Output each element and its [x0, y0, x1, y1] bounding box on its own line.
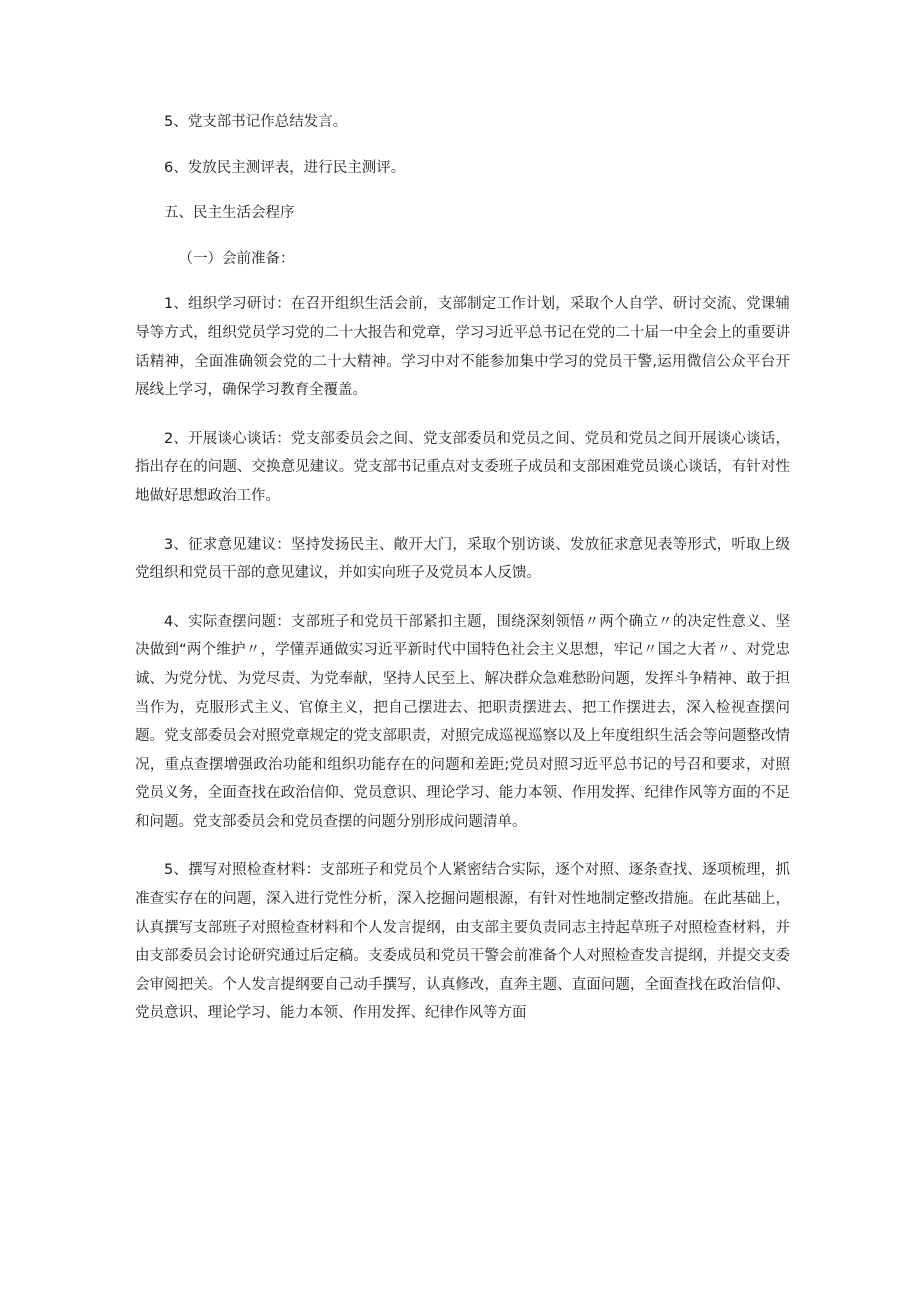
paragraph-step-3: 3、征求意见建议：坚持发扬民主、敞开大门，采取个别访谈、发放征求意见表等形式，听取上级党组织和党员干部的意见建议，并如实向班子及党员本人反馈。	[135, 536, 790, 582]
paragraph-step-1: 1、组织学习研讨：在召开组织生活会前，支部制定工作计划，采取个人自学、研讨交流、党课辅导等方式，组织党员学习党的二十大报告和党章，学习习近平总书记在党的二十届一中全会上的重要讲话精神，全面准确领会党的二十大精神。学习中对不能参加集中学习的党员干警,运用微信公众平台开展线上学习，确保学习教育全覆盖。	[135, 296, 790, 399]
subsection-heading: （一）会前准备：	[178, 250, 295, 267]
paragraph-step-2: 2、开展谈心谈话：党支部委员会之间、党支部委员和党员之间、党员和党员之间开展谈心谈话，指出存在的问题、交换意见建议。党支部书记重点对支委班子成员和支部困难党员谈心谈话，有针对性地做好思想政治工作。	[135, 430, 790, 504]
document-page	[135, 108, 790, 1048]
paragraph-step-4: 4、实际查摆问题：支部班子和党员干部紧扣主题，围绕深刻领悟〃两个确立〃的决定性意义、坚决做到“两个维护〃，学懂弄通做实习近平新时代中国特色社会主义思想，牢记〃国之大者〃、对党忠诚、为党分忧、为党尽责、为党奉献，坚持人民至上、解决群众急难愁盼问题，发挥斗争精神、敢于担当作为，克服形式主义、官僚主义，把自己摆进去、把职责摆进去、把工作摆进去，深入检视查摆问题。党支部委员会对照党章规定的党支部职责，对照完成巡视巡察以及上年度组织生活会等问题整改情况，重点查摆增强政治功能和组织功能存在的问题和差距;党员对照习近平总书记的号召和要求，对照党员义务，全面查找在政治信仰、党员意识、理论学习、能力本领、作用发挥、纪律作风等方面的不足和问题。党支部委员会和党员查摆的问题分别形成问题清单。	[135, 613, 790, 830]
list-item-6: 6、发放民主测评表，进行民主测评。	[164, 159, 406, 176]
section-heading: 五、民主生活会程序	[164, 205, 295, 222]
list-item-5: 5、党支部书记作总结发言。	[164, 114, 348, 130]
paragraph-step-5: 5、撰写对照检查材料：支部班子和党员个人紧密结合实际，逐个对照、逐条查找、逐项梳理，抓准查实存在的问题，深入进行党性分析，深入挖掘问题根源，有针对性地制定整改措施。在此基础上，认真撰写支部班子对照检查材料和个人发言提纲，由支部主要负责同志主持起草班子对照检查材料，并由支部委员会讨论研究通过后定稿。支委成员和党员干警会前准备个人对照检查发言提纲，并提交支委会审阅把关。个人发言提纲要自己动手撰写，认真修改，直奔主题、直面问题，全面查找在政治信仰、党员意识、理论学习、能力本领、作用发挥、纪律作风等方面	[135, 862, 790, 1022]
